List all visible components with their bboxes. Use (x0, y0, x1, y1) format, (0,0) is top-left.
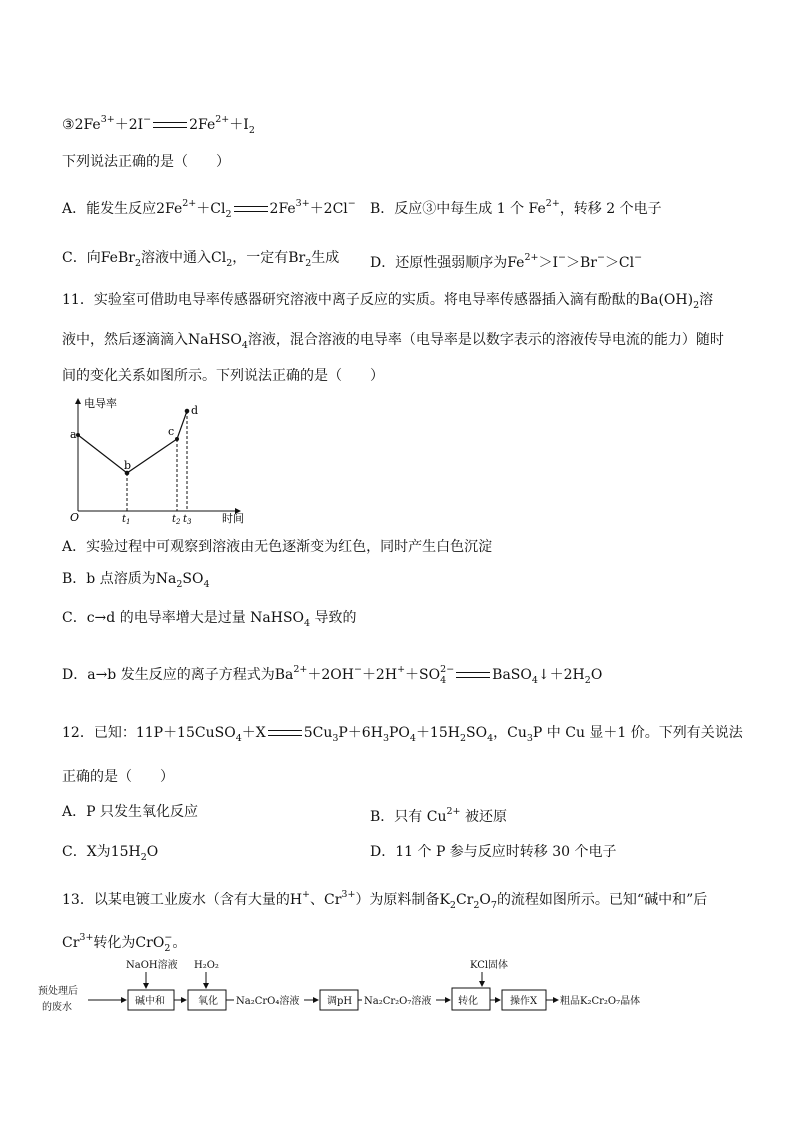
point-d: d (191, 404, 199, 417)
q10-option-d: D．还原性强弱顺序为$Fe^{2+}>I^->Br^->Cl^-$ (370, 252, 643, 271)
tick-t2: t (172, 514, 177, 525)
flow-box-5: 操作X (510, 996, 538, 1007)
q13-line2: $Cr^{3+}$转化为CrO$_2$−。 (62, 932, 187, 954)
q12-line1: 12．已知：11P＋15CuSO$_4$＋X $5Cu_3P+6H_3PO_4+15H_2SO_4$，$Cu_3P$ 中 Cu 显＋1 价。下列有关说法 (62, 725, 743, 744)
q10-option-a: A．能发生反应$2Fe^{2+}+Cl_2$ $2Fe^{3+}+2Cl^-$ (62, 198, 356, 220)
flow-box-3: 调pH (327, 996, 353, 1007)
y-axis-label: 电导率 (84, 397, 117, 410)
q12-line2: 正确的是（ ） (62, 769, 174, 785)
origin-label: O (70, 511, 80, 524)
point-b: b (124, 459, 132, 472)
q10-option-b: B．反应③中每生成 1 个 $Fe^{2+}$，转移 2 个电子 (370, 198, 662, 217)
q13-line1: 13．以某电镀工业废水（含有大量的H+、$Cr^{3+}$）为原料制备$K_2Cr_2O_7$的流程如图所示。已知“碱中和”后 (62, 889, 708, 911)
q11-line3: 间的变化关系如图所示。下列说法正确的是（ ） (62, 368, 384, 384)
svg-text:t2: $t_2$ (172, 514, 181, 525)
process-flowchart (38, 958, 688, 1048)
reaction-3: $③2Fe^{3+}+2I^-$ $2Fe^{2+}+I_2$ (62, 114, 255, 136)
q11-line1: 11．实验室可借助电导率传感器研究溶液中离子反应的实质。将电导率传感器插入滴有酚酞的$Ba(OH)_2$溶 (62, 292, 714, 311)
flow-mid-1: Na₂CrO₄溶液 (236, 996, 300, 1007)
svg-text:t3: $t_3$ (183, 514, 192, 525)
point-c: c (168, 425, 175, 438)
flow-reagent-naoh: NaOH溶液 (126, 960, 178, 971)
q11-option-c: C．c→d 的电导率增大是过量 NaHSO$_4$ 导致的 (62, 610, 357, 629)
flow-end: 粗品K₂Cr₂O₇晶体 (560, 996, 641, 1007)
flow-mid-2: Na₂Cr₂O₇溶液 (364, 996, 432, 1007)
q12-option-a: A．P 只发生氧化反应 (62, 804, 198, 820)
q12-option-c: C．X为$15H_2O$ (62, 844, 159, 863)
flow-start-2: 的废水 (42, 1002, 72, 1013)
tick-t3: t (183, 514, 188, 525)
q11-option-d: D．a→b 发生反应的离子方程式为$Ba^{2+}+2OH^-+2H^++SO_4^{2-}$ $BaSO_4↓+2H_2O$ (62, 664, 603, 686)
q12-option-b: B．只有 $Cu^{2+}$ 被还原 (370, 806, 507, 825)
svg-text:t1: $t_1$ (122, 514, 131, 525)
tick-t1: t (122, 514, 127, 525)
flow-box-1: 碱中和 (135, 996, 165, 1007)
q11-line2: 液中，然后逐滴滴入NaHSO$_4$溶液，混合溶液的电导率（电导率是以数字表示的溶液传导电流的能力）随时 (62, 332, 724, 351)
flow-reagent-h2o2: H₂O₂ (194, 960, 219, 971)
q10-prompt: 下列说法正确的是（ ） (62, 154, 230, 170)
flow-box-4: 转化 (458, 996, 478, 1007)
point-a: a (70, 428, 77, 441)
x-axis-label: 时间 (222, 512, 244, 525)
q12-option-d: D．11 个 P 参与反应时转移 30 个电子 (370, 844, 617, 860)
flow-start-1: 预处理后 (38, 986, 78, 997)
conductivity-graph (60, 393, 260, 525)
flow-box-2: 氧化 (198, 996, 218, 1007)
q10-option-c: C．向FeBr$_2$溶液中通入$Cl_2$，一定有$Br_2$生成 (62, 250, 340, 269)
q11-option-a: A．实验过程中可观察到溶液由无色逐渐变为红色，同时产生白色沉淀 (62, 539, 493, 555)
q11-option-b: B．b 点溶质为$Na_2SO_4$ (62, 571, 210, 590)
flow-reagent-kcl: KCl固体 (470, 960, 509, 971)
